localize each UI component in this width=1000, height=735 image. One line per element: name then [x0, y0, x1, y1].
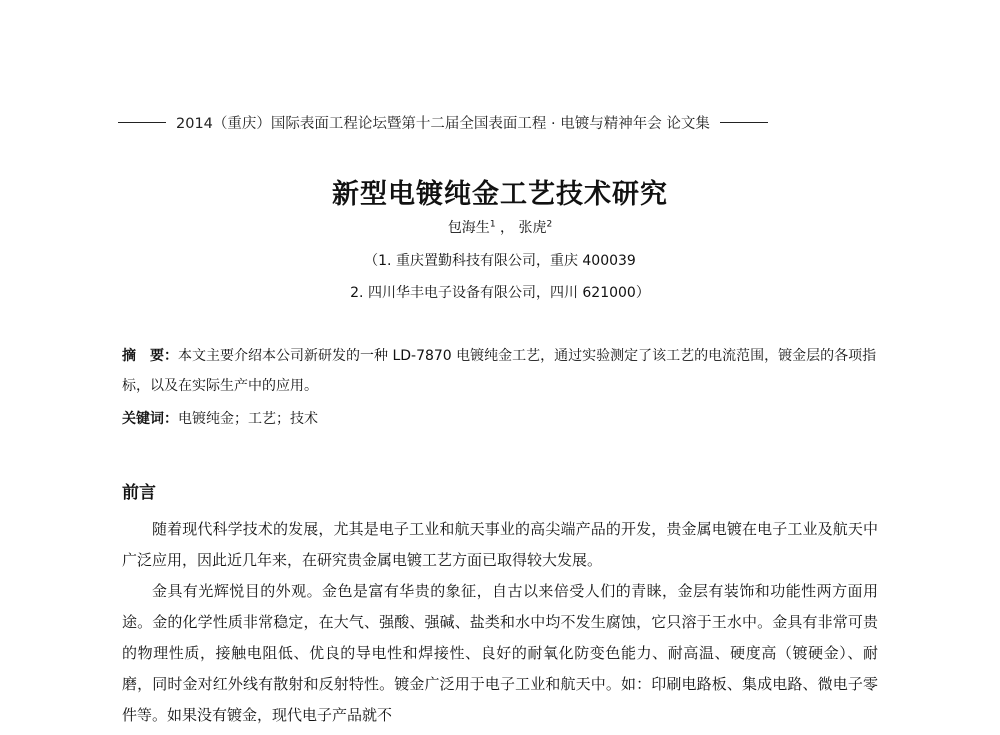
paragraph: 随着现代科学技术的发展，尤其是电子工业和航天事业的高尖端产品的开发，贵金属电镀在电子工业及航天中广泛应用，因此近几年来，在研究贵金属电镀工艺方面已取得较大发展。	[122, 520, 878, 569]
author-name: 包海生	[447, 220, 490, 236]
author-separator: ，	[500, 220, 514, 236]
abstract-text: 本文主要介绍本公司新研发的一种 LD-7870 电镀纯金工艺，通过实验测定了该工艺的电流范围，镀金层的各项指标，以及在实际生产中的应用。	[122, 348, 877, 394]
header-rule-right	[720, 122, 768, 123]
body-text	[122, 514, 878, 731]
author-affil-marker: 1	[489, 219, 496, 230]
affiliation-2: 2. 四川华丰电子设备有限公司，四川 621000）	[350, 285, 650, 301]
section-heading: 前言	[122, 483, 156, 503]
paragraph: 金具有光辉悦目的外观。金色是富有华贵的象征，自古以来倍受人们的青睐，金层有装饰和功能性两方面用途。金的化学性质非常稳定，在大气、强酸、强碱、盐类和水中均不发生腐蚀，它只溶于王水中。金具有非常可贵的物理性质，接触电阻低、优良的导电性和焊接性、良好的耐氧化防变色能力、耐高温、硬度高（镀硬金）、耐磨，同时金对红外线有散射和反射特性。镀金广泛用于电子工业和航天中。如：印刷电路板、集成电路、微电子零件等。如果没有镀金，现代电子产品就不	[122, 582, 878, 724]
paper-title: 新型电镀纯金工艺技术研究	[332, 179, 668, 210]
affiliation-1: （1. 重庆置勤科技有限公司，重庆 400039	[364, 253, 636, 269]
author-affil-marker: 2	[546, 219, 553, 230]
keywords-label: 关键词：	[122, 411, 178, 427]
keywords	[122, 404, 878, 434]
header-text: 2014（重庆）国际表面工程论坛暨第十二届全国表面工程 · 电镀与精神年会 论文集	[176, 115, 710, 132]
abstract	[122, 341, 878, 401]
abstract-label: 摘 要：	[122, 348, 178, 364]
running-header	[118, 110, 870, 134]
header-rule-left	[118, 122, 166, 123]
author-name: 张虎	[518, 220, 547, 236]
author-line	[0, 217, 1000, 237]
keywords-text: 电镀纯金；工艺；技术	[178, 411, 318, 427]
